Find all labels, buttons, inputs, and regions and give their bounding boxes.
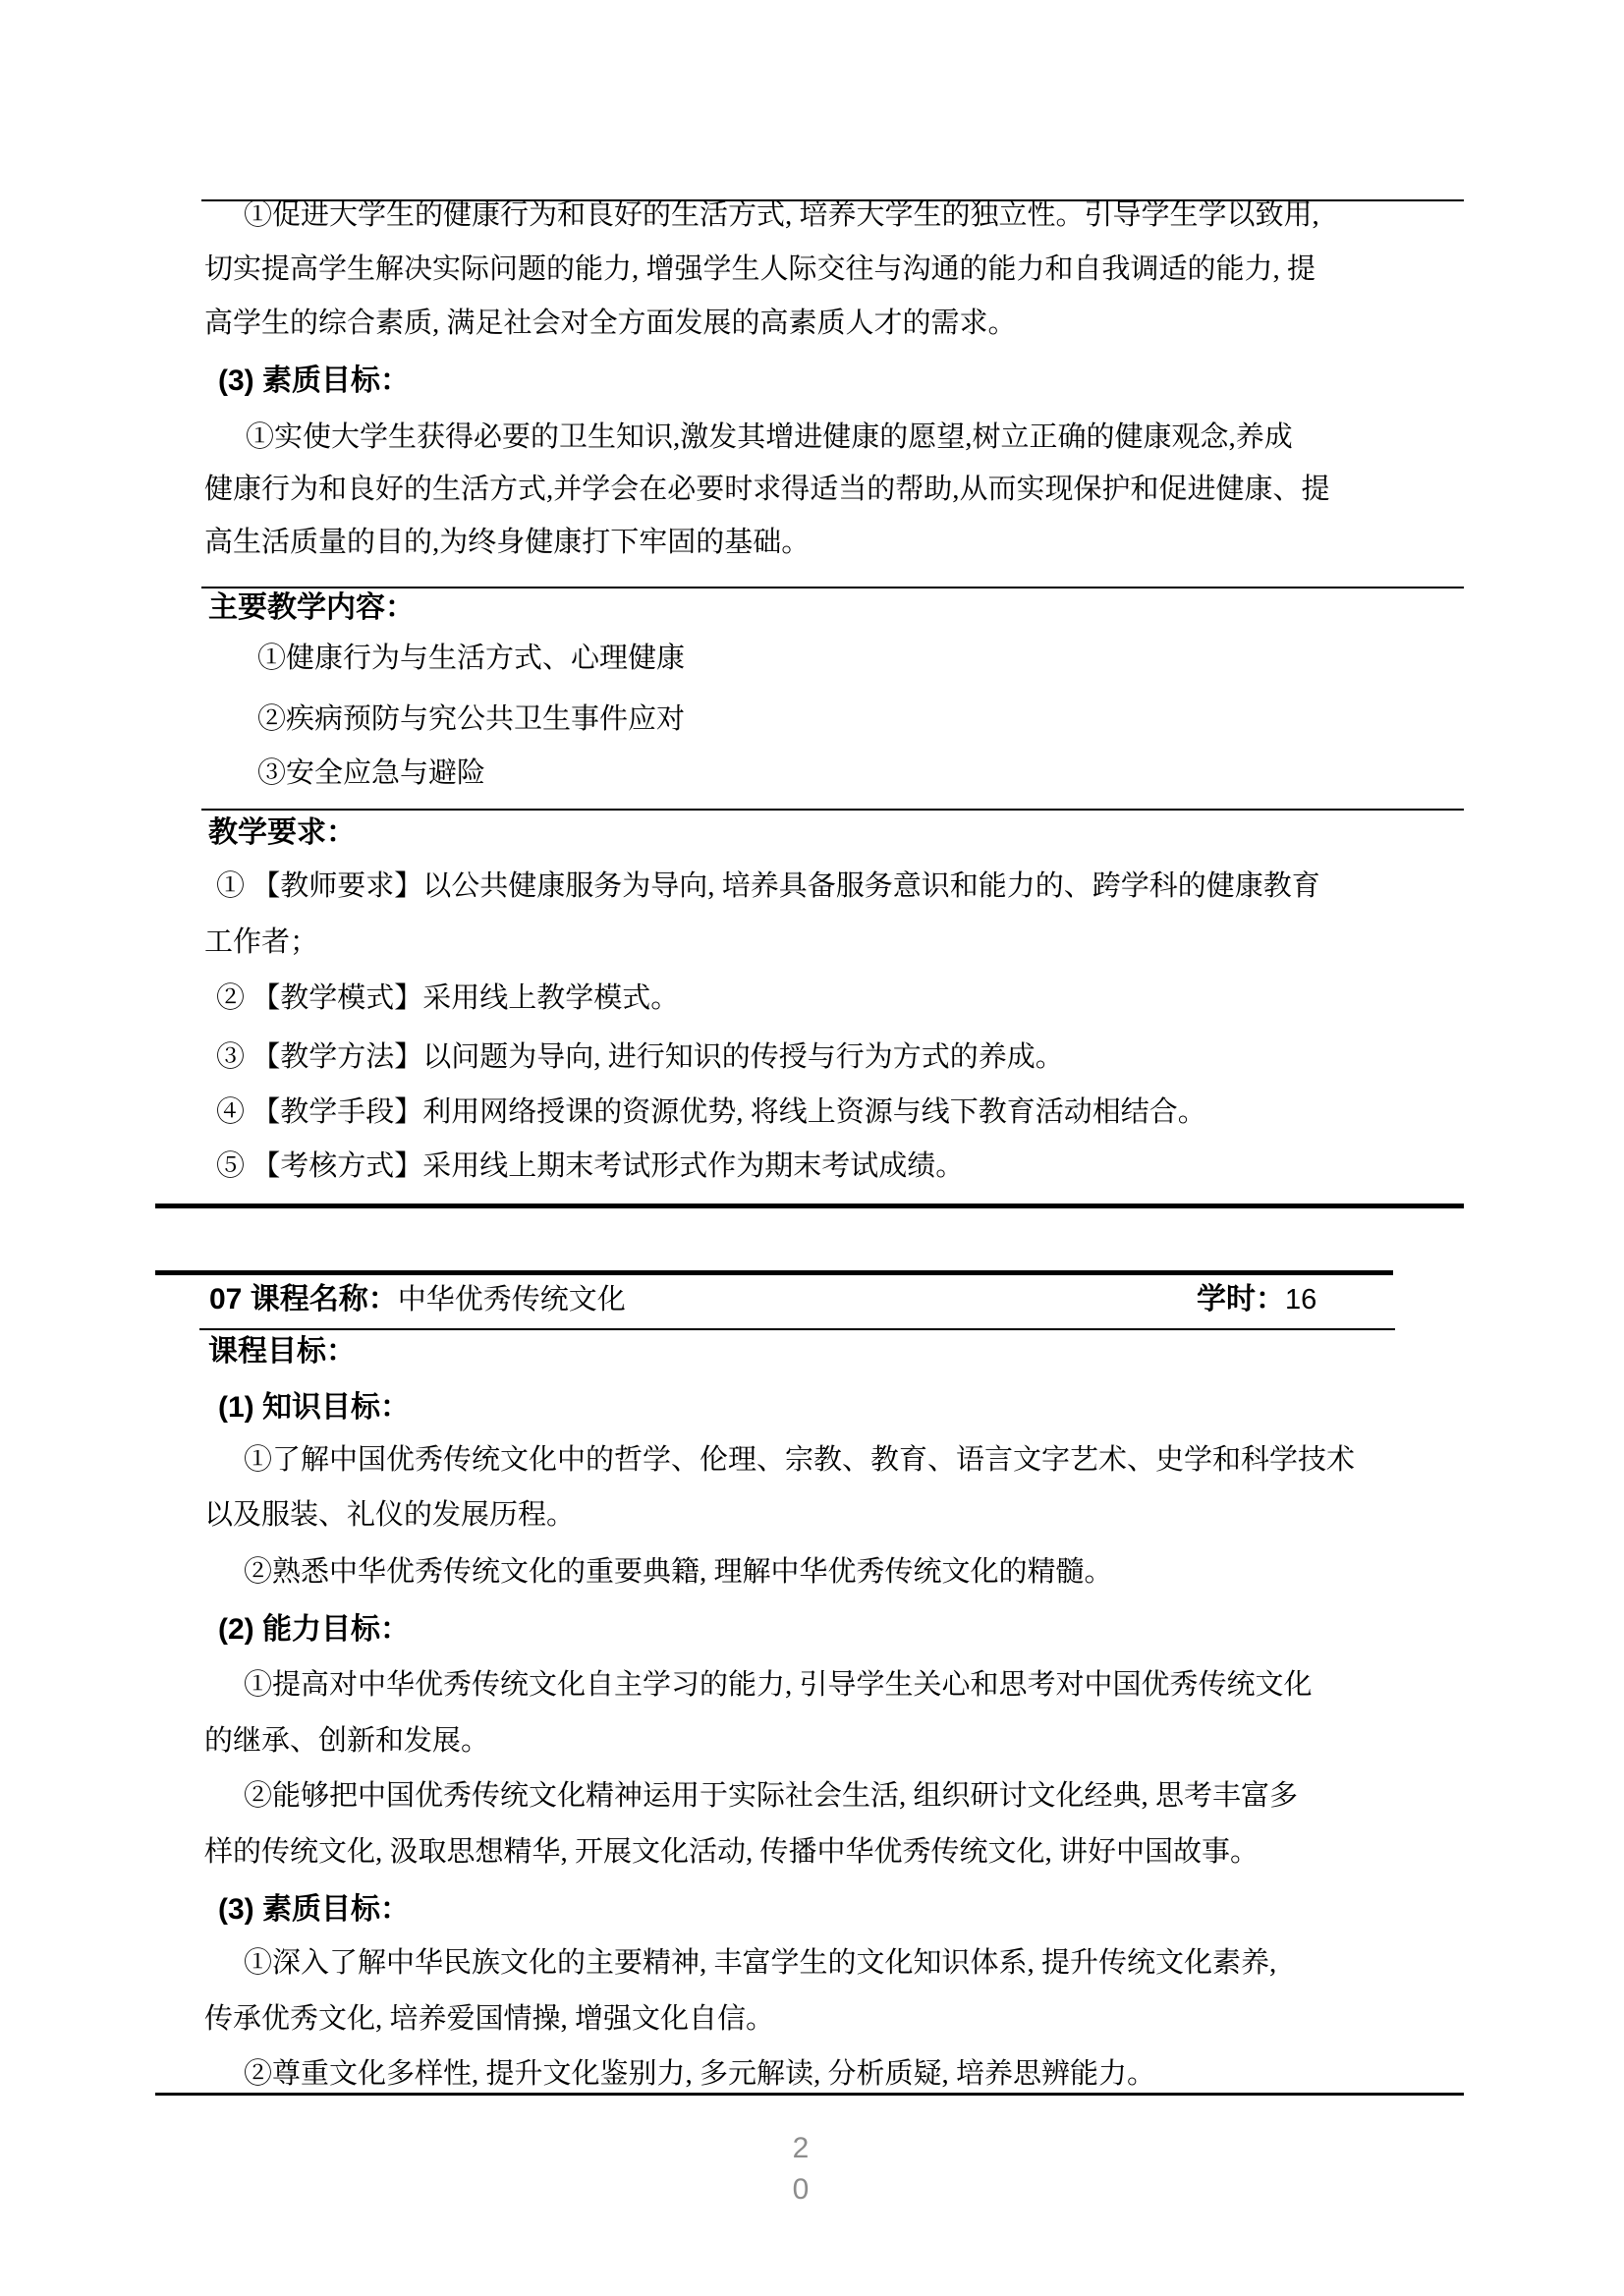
requirement-4: ④ 【教学手段】利用网络授课的资源优势, 将线上资源与线下教育活动相结合。: [216, 1096, 1206, 1128]
requirement-2: ② 【教学模式】采用线上教学模式。: [216, 982, 680, 1014]
course-hours-label: 学时：: [1197, 1283, 1285, 1316]
quality-p1-line2: 传承优秀文化, 培养爱国情操, 增强文化自信。: [204, 2003, 775, 2035]
quality-p2: ②尊重文化多样性, 提升文化鉴别力, 多元解读, 分析质疑, 培养思辨能力。: [244, 2058, 1156, 2090]
quality-goal-heading-table1: (3) 素质目标：: [218, 364, 410, 397]
quality-goal-heading-table2: (3) 素质目标：: [218, 1893, 410, 1926]
quality-p1-line1: ①深入了解中华民族文化的主要精神, 丰富学生的文化知识体系, 提升传统文化素养,: [244, 1947, 1277, 1979]
course-goal-heading: 课程目标：: [208, 1335, 356, 1368]
page-number-digit-1: 2: [792, 2132, 810, 2164]
intro-paragraph-line2: 切实提高学生解决实际问题的能力, 增强学生人际交往与沟通的能力和自我调适的能力, 提: [204, 253, 1316, 285]
intro-paragraph-line3: 高学生的综合素质, 满足社会对全方面发展的高素质人才的需求。: [204, 308, 1017, 339]
course-hours-value: 16: [1285, 1284, 1317, 1316]
quality-goal-line1: ①实使大学生获得必要的卫生知识,激发其增进健康的愿望,树立正确的健康观念,养成: [246, 421, 1293, 453]
course-header-left: [209, 1272, 626, 1327]
knowledge-p1-line1: ①了解中国优秀传统文化中的哲学、伦理、宗教、教育、语言文字艺术、史学和科学技术: [244, 1444, 1356, 1476]
page-number-digit-2: 0: [792, 2173, 810, 2206]
ability-p2-line1: ②能够把中国优秀传统文化精神运用于实际社会生活, 组织研讨文化经典, 思考丰富多: [244, 1780, 1299, 1812]
teaching-requirements-heading: 教学要求：: [208, 816, 356, 849]
divider-above-requirements: [201, 809, 1464, 811]
requirement-1-line2: 工作者；: [204, 926, 319, 958]
table2-bottom-border: [155, 2093, 1464, 2096]
quality-goal-line2: 健康行为和良好的生活方式,并学会在必要时求得适当的帮助,从而实现保护和促进健康、提: [204, 474, 1330, 505]
course-name: 中华优秀传统文化: [397, 1284, 626, 1316]
knowledge-p1-line2: 以及服装、礼仪的发展历程。: [204, 1499, 576, 1531]
requirement-3: ③ 【教学方法】以问题为导向, 进行知识的传授与行为方式的养成。: [216, 1041, 1064, 1073]
ability-p2-line2: 样的传统文化, 汲取思想精华, 开展文化活动, 传播中华优秀传统文化, 讲好中国故事。: [204, 1836, 1260, 1868]
main-content-heading: 主要教学内容：: [208, 591, 415, 624]
intro-paragraph-line1: ①促进大学生的健康行为和良好的生活方式, 培养大学生的独立性。引导学生学以致用,: [244, 199, 1319, 231]
table1-bottom-border: [155, 1204, 1464, 1208]
requirement-5: ⑤ 【考核方式】采用线上期末考试形式作为期末考试成绩。: [216, 1150, 965, 1182]
requirement-1-line1: ① 【教师要求】以公共健康服务为导向, 培养具备服务意识和能力的、跨学科的健康教育: [216, 870, 1320, 902]
content-item-2: ②疾病预防与究公共卫生事件应对: [257, 703, 686, 735]
ability-p1-line2: 的继承、创新和发展。: [204, 1725, 490, 1757]
knowledge-goal-heading: (1) 知识目标：: [218, 1391, 410, 1424]
course-number-label: 07 课程名称：: [209, 1283, 398, 1316]
quality-goal-line3: 高生活质量的目的,为终身健康打下牢固的基础。: [204, 527, 811, 558]
knowledge-p2: ②熟悉中华优秀传统文化的重要典籍, 理解中华优秀传统文化的精髓。: [244, 1556, 1113, 1588]
content-item-1: ①健康行为与生活方式、心理健康: [257, 643, 686, 674]
divider-under-course-header: [199, 1328, 1395, 1330]
ability-goal-heading: (2) 能力目标：: [218, 1613, 410, 1646]
ability-p1-line1: ①提高对中华优秀传统文化自主学习的能力, 引导学生关心和思考对中国优秀传统文化: [244, 1669, 1313, 1701]
content-item-3: ③安全应急与避险: [257, 757, 486, 789]
course-header-right: [1197, 1272, 1316, 1327]
